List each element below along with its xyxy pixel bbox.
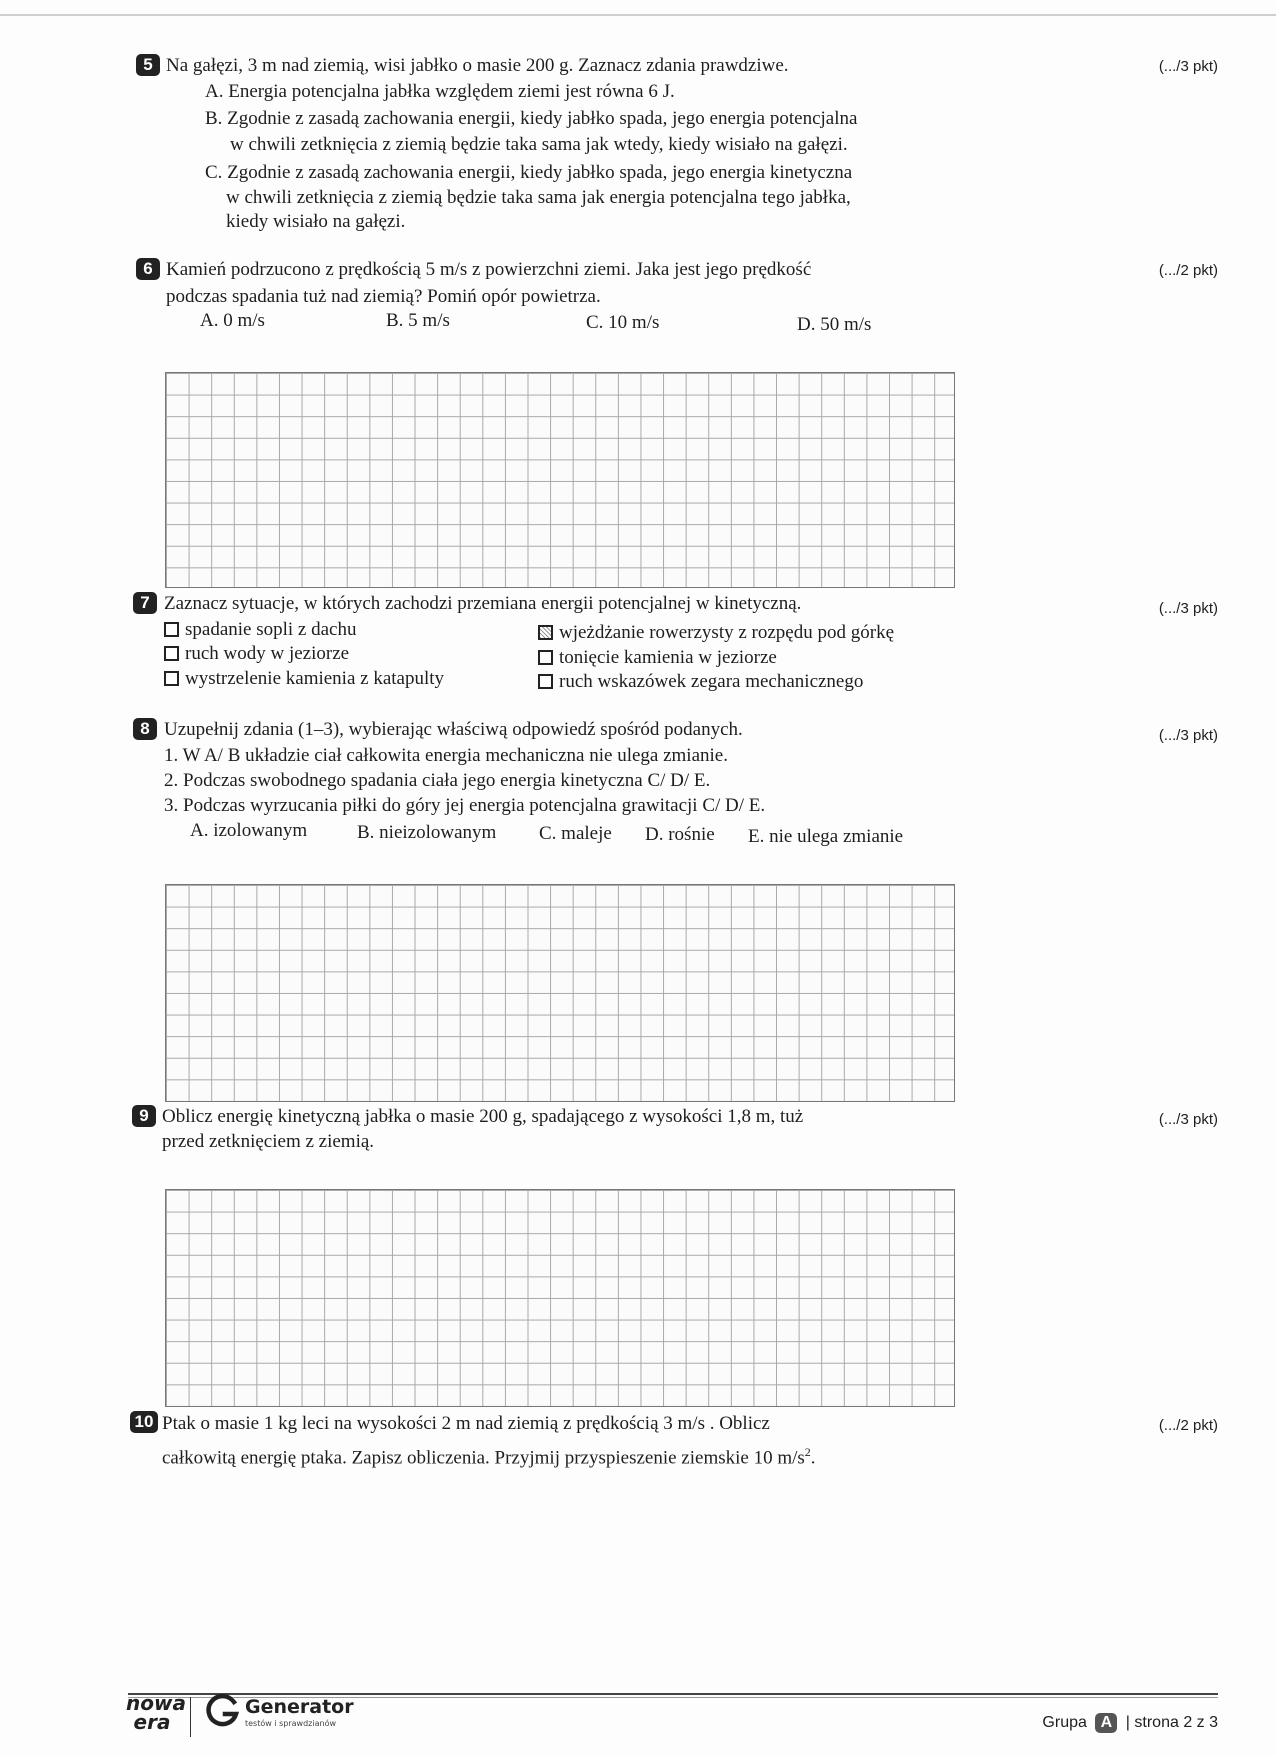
option-3[interactable]: ruch wody w jeziorze [164,643,349,665]
question-stem: Ptak o masie 1 kg leci na wysokości 2 m nad ziemią z prędkością 3 m/s . Oblicz [162,1413,770,1434]
question-number: 10 [130,1411,158,1433]
choice-e[interactable]: E. nie ulega zmianie [748,826,904,847]
answer-grid-q8[interactable] [165,884,955,1102]
option-d[interactable]: D. 50 m/s [797,314,872,335]
choice-c[interactable]: C. maleje [539,823,612,844]
question-number: 8 [133,718,157,740]
page-number: | strona 2 z 3 [1125,1714,1218,1731]
question-stem: Na gałęzi, 3 m nad ziemią, wisi jabłko o masie 200 g. Zaznacz zdania prawdziwe. [166,55,789,76]
group-page-indicator: Grupa A | strona 2 z 3 [1042,1714,1218,1731]
generator-g-icon [206,1694,240,1728]
option-5[interactable]: wystrzelenie kamienia z katapulty [164,668,444,690]
option-1[interactable]: spadanie sopli z dachu [164,619,356,641]
points-label: (.../3 pkt) [1158,600,1218,617]
choice-d[interactable]: D. rośnie [645,824,715,845]
question-stem-cont: całkowitą energię ptaka. Zapisz obliczenia. Przyjmij przyspieszenie ziemskie 10 $m/s^2$. [162,1445,816,1469]
generator-subtitle: testów i sprawdzianów [245,1719,336,1728]
logo-separator [190,1697,191,1737]
choice-b[interactable]: B. nieizolowanym [357,822,497,843]
choice-a[interactable]: A. izolowanym [190,820,308,841]
points-label: (.../3 pkt) [1158,727,1218,744]
statement-b-cont: w chwili zetknięcia z ziemią będzie taka sama jak wtedy, kiedy wisiało na gałęzi. [230,134,848,155]
question-number: 5 [136,54,160,76]
question-number: 9 [132,1105,156,1127]
top-scan-line [0,14,1276,16]
statement-c-cont: w chwili zetknięcia z ziemią będzie taka sama jak energia potencjalna tego jabłka, [226,187,851,208]
question-stem: Oblicz energię kinetyczną jabłka o masie 200 g, spadającego z wysokości 1,8 m, tuż [162,1106,804,1127]
question-stem: Kamień podrzucono z prędkością 5 m/s z powierzchni ziemi. Jaka jest jego prędkość [166,259,812,280]
sentence-3: 3. Podczas wyrzucania piłki do góry jej energia potencjalna grawitacji C/ D/ E. [164,795,766,816]
option-a[interactable]: A. 0 m/s [200,310,265,331]
checkbox[interactable] [538,625,553,640]
checkbox[interactable] [164,622,179,637]
question-stem: Uzupełnij zdania (1–3), wybierając właściwą odpowiedź spośród podanych. [164,719,743,740]
question-number: 6 [136,258,160,280]
question-stem: Zaznacz sytuacje, w których zachodzi przemiana energii potencjalnej w kinetyczną. [164,593,802,614]
points-label: (.../2 pkt) [1158,1417,1218,1434]
sentence-1: 1. W A/ B układzie ciał całkowita energia mechaniczna nie ulega zmianie. [164,745,728,766]
option-2[interactable]: wjeżdżanie rowerzysty z rozpędu pod górkę [538,622,894,644]
footer-rule [128,1693,1218,1695]
statement-a: A. Energia potencjalna jabłka względem ziemi jest równa 6 J. [205,81,675,102]
question-number: 7 [133,592,157,614]
option-6[interactable]: ruch wskazówek zegara mechanicznego [538,671,863,693]
question-stem-cont: podczas spadania tuż nad ziemią? Pomiń opór powietrza. [166,286,601,307]
points-label: (.../2 pkt) [1158,262,1218,279]
nowa-era-logo: nowa era [126,1691,186,1734]
statement-c: C. Zgodnie z zasadą zachowania energii, kiedy jabłko spada, jego energia kinetyczna [205,162,853,183]
sentence-2: 2. Podczas swobodnego spadania ciała jego energia kinetyczna C/ D/ E. [164,770,711,791]
statement-b: B. Zgodnie z zasadą zachowania energii, kiedy jabłko spada, jego energia potencjalna [205,108,858,129]
checkbox[interactable] [164,671,179,686]
option-c[interactable]: C. 10 m/s [586,312,660,333]
statement-c-cont2: kiedy wisiało na gałęzi. [226,211,406,232]
question-stem-cont: przed zetknięciem z ziemią. [162,1131,375,1152]
answer-grid-q9[interactable] [165,1189,955,1407]
points-label: (.../3 pkt) [1158,1111,1218,1128]
option-4[interactable]: tonięcie kamienia w jeziorze [538,647,777,669]
option-b[interactable]: B. 5 m/s [386,310,450,331]
checkbox[interactable] [538,650,553,665]
group-badge: A [1095,1713,1117,1733]
checkbox[interactable] [538,674,553,689]
points-label: (.../3 pkt) [1158,58,1218,75]
generator-brand: Generator [245,1696,354,1718]
checkbox[interactable] [164,646,179,661]
answer-grid-q6[interactable] [165,372,955,588]
